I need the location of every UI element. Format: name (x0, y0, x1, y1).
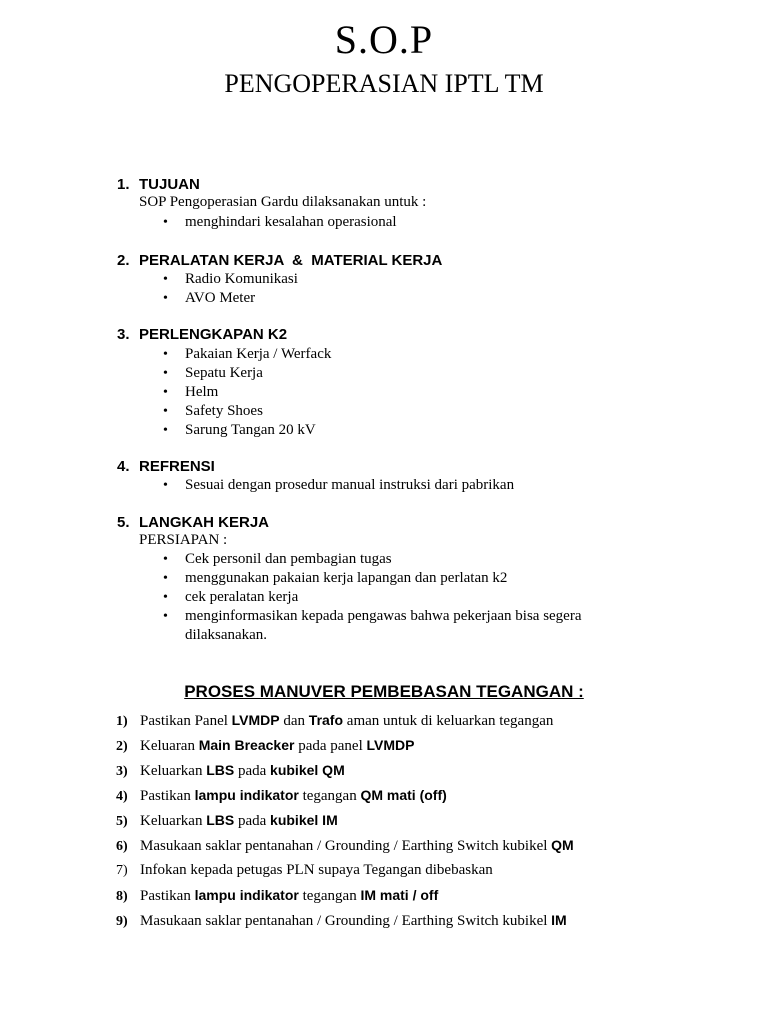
list-item: • Sesuai dengan prosedur manual instruksi dari pabrikan (163, 477, 515, 493)
step-emphasis: LBS (206, 812, 235, 828)
step-item (116, 835, 574, 860)
step-number: 7) (116, 863, 128, 878)
document-title: S.O.P (334, 17, 434, 62)
section-langkah-intro: PERSIAPAN : (139, 532, 228, 548)
step-text: pada (234, 813, 271, 829)
section-tujuan-intro: SOP Pengoperasian Gardu dilaksanakan untuk : (139, 194, 427, 210)
step-text: Masukaan saklar pentanahan / Grounding / Earthing Switch kubikel (140, 838, 552, 854)
list-item: • menginformasikan kepada pengawas bahwa pekerjaan bisa segera (163, 608, 582, 624)
step-number: 2) (116, 739, 128, 754)
list-item: • Safety Shoes (163, 403, 263, 419)
list-item: • Helm (163, 384, 219, 400)
section-k2-heading: 3. PERLENGKAPAN K2 (117, 326, 288, 343)
step-number: 3) (116, 764, 128, 779)
step-emphasis: Trafo (308, 712, 344, 728)
step-item (116, 710, 574, 735)
step-emphasis: lampu indikator (194, 887, 299, 903)
section-langkah-heading: 5. LANGKAH KERJA (117, 514, 270, 531)
step-text: aman untuk di keluarkan tegangan (343, 713, 554, 729)
step-text: tegangan (298, 788, 361, 804)
step-text: dan (279, 713, 309, 729)
step-item (116, 760, 574, 785)
list-item: • cek peralatan kerja (163, 589, 299, 605)
step-emphasis: LVMDP (366, 737, 415, 753)
step-number: 9) (116, 914, 128, 929)
step-emphasis: IM (551, 912, 567, 928)
list-item: • menghindari kesalahan operasional (163, 214, 397, 230)
step-number: 1) (116, 714, 128, 729)
document-subtitle: PENGOPERASIAN IPTL TM (224, 69, 544, 98)
section-refrensi-list (163, 476, 514, 495)
list-item: • menggunakan pakaian kerja lapangan dan perlatan k2 (163, 570, 508, 586)
step-text: Pastikan Panel (140, 713, 232, 729)
list-item-continuation: dilaksanakan. (185, 627, 268, 643)
step-text: Keluarkan (140, 813, 207, 829)
step-number: 6) (116, 839, 128, 854)
list-item: • Pakaian Kerja / Werfack (163, 346, 332, 362)
list-item: • Cek personil dan pembagian tugas (163, 551, 392, 567)
step-item (116, 885, 574, 910)
step-emphasis: Main Breacker (198, 737, 295, 753)
step-item (116, 735, 574, 760)
step-text: Keluaran (140, 738, 199, 754)
list-item: • Sarung Tangan 20 kV (163, 422, 316, 438)
step-text: Pastikan (140, 788, 195, 804)
step-item (116, 860, 574, 885)
proses-title: PROSES MANUVER PEMBEBASAN TEGANGAN : (184, 682, 584, 701)
list-item: • Sepatu Kerja (163, 365, 263, 381)
list-item: • AVO Meter (163, 290, 256, 306)
step-number: 5) (116, 814, 128, 829)
step-emphasis: QM mati (off) (360, 787, 447, 803)
step-item (116, 910, 574, 935)
step-emphasis: lampu indikator (194, 787, 299, 803)
step-text: Masukaan saklar pentanahan / Grounding / Earthing Switch kubikel (140, 913, 552, 929)
step-item (116, 810, 574, 835)
section-k2-list (163, 345, 331, 440)
step-emphasis: QM (551, 837, 574, 853)
step-emphasis: kubikel IM (270, 812, 338, 828)
step-emphasis: kubikel QM (270, 762, 345, 778)
section-peralatan-list (163, 270, 298, 308)
section-langkah-list (163, 550, 582, 645)
step-text: pada panel (294, 738, 367, 754)
step-text: Keluarkan (140, 763, 207, 779)
step-number: 4) (116, 789, 128, 804)
step-emphasis: IM mati / off (360, 887, 439, 903)
step-text: tegangan (298, 888, 361, 904)
step-text: pada (234, 763, 271, 779)
section-tujuan-heading: 1. TUJUAN (117, 176, 200, 193)
step-number: 8) (116, 889, 128, 904)
step-item (116, 785, 574, 810)
proses-steps-list (116, 710, 574, 935)
step-text: Pastikan (140, 888, 195, 904)
step-emphasis: LBS (206, 762, 235, 778)
step-emphasis: LVMDP (231, 712, 280, 728)
step-text: Infokan kepada petugas PLN supaya Tegangan dibebaskan (140, 862, 493, 878)
section-refrensi-heading: 4. REFRENSI (117, 458, 215, 475)
section-peralatan-heading: 2. PERALATAN KERJA & MATERIAL KERJA (117, 252, 443, 269)
section-tujuan-list (163, 213, 397, 232)
list-item: • Radio Komunikasi (163, 271, 298, 287)
